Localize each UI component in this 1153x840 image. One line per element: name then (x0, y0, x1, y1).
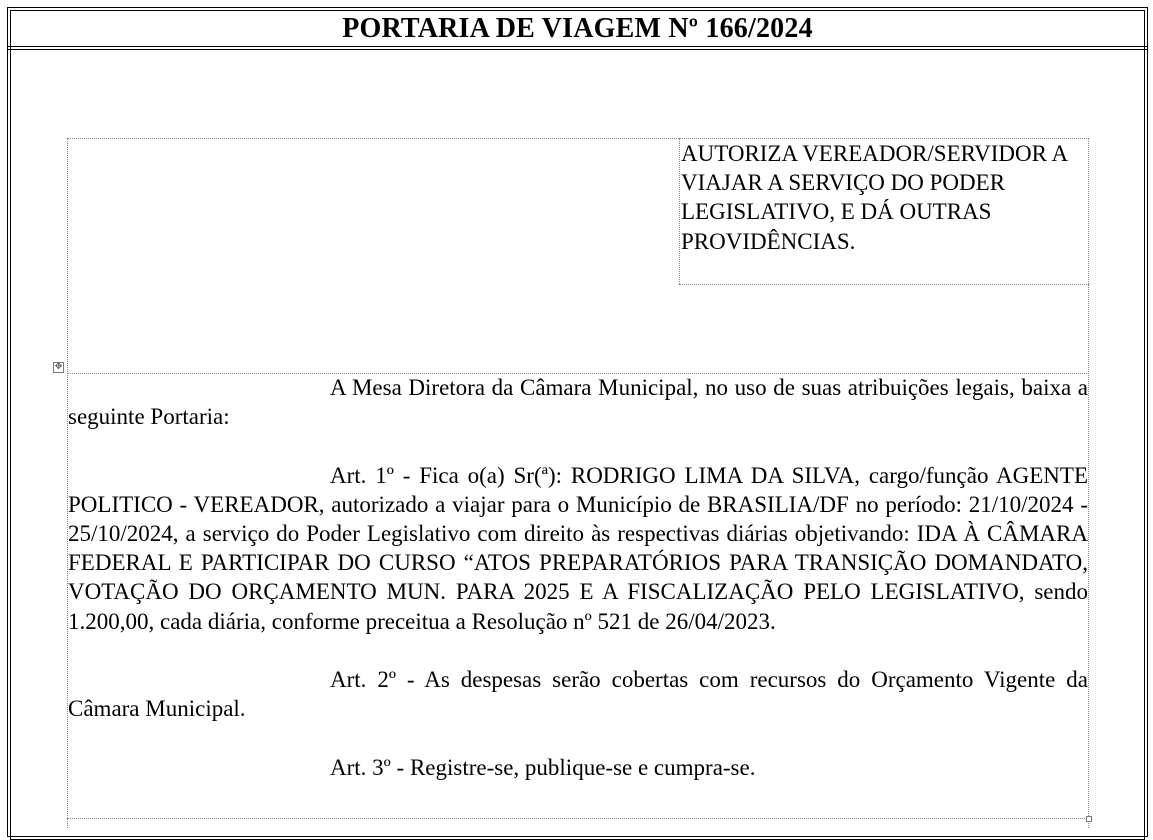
table-gridline (679, 138, 680, 284)
document-title[interactable]: PORTARIA DE VIAGEM Nº 166/2024 (342, 13, 813, 44)
article-3-paragraph[interactable]: Art. 3º - Registre-se, publique-se e cumpra-se. (330, 754, 756, 780)
table-resize-handle-icon[interactable] (1086, 816, 1092, 822)
preamble-paragraph[interactable]: A Mesa Diretora da Câmara Municipal, no uso de suas atribuições legais, baixa a seguinte Portaria: (68, 375, 1088, 430)
title-separator (7, 46, 1148, 50)
article-1-paragraph[interactable]: Art. 1º - Fica o(a) Sr(ª): RODRIGO LIMA DA SILVA, cargo/função AGENTE POLITICO - VEREADOR, autorizado a viajar para o Município de BRASILIA/DF no período: 21/10/2024 - 25/10/2024, a serviço do Poder Legislativo com direito às respectivas diárias objetivando: IDA À CÂMARA FEDERAL E PARTICIPAR DO CURSO “ATOS PREPARATÓRIOS PARA TRANSIÇÃO DOMANDATO, VOTAÇÃO DO ORÇAMENTO MUN. PARA 2025 E A FISCALIZAÇÃO PELO LEGISLATIVO, sendo 1.200,00, cada diária, conforme preceitua a Resolução nº 521 de 26/04/2023. (68, 462, 1088, 634)
table-gridline (679, 284, 1089, 285)
table-gridline (67, 818, 1089, 819)
article-2-paragraph[interactable]: Art. 2º - As despesas serão cobertas com recursos do Orçamento Vigente da Câmara Municipal. (68, 667, 1088, 722)
ementa-text[interactable]: AUTORIZA VEREADOR/SERVIDOR A VIAJAR A SERVIÇO DO PODER LEGISLATIVO, E DÁ OUTRAS PROVIDÊNCIAS. (681, 141, 1067, 254)
table-move-handle-icon[interactable]: ✥ (54, 362, 63, 372)
document-body[interactable] (68, 373, 1088, 782)
table-gridline (1088, 138, 1089, 828)
